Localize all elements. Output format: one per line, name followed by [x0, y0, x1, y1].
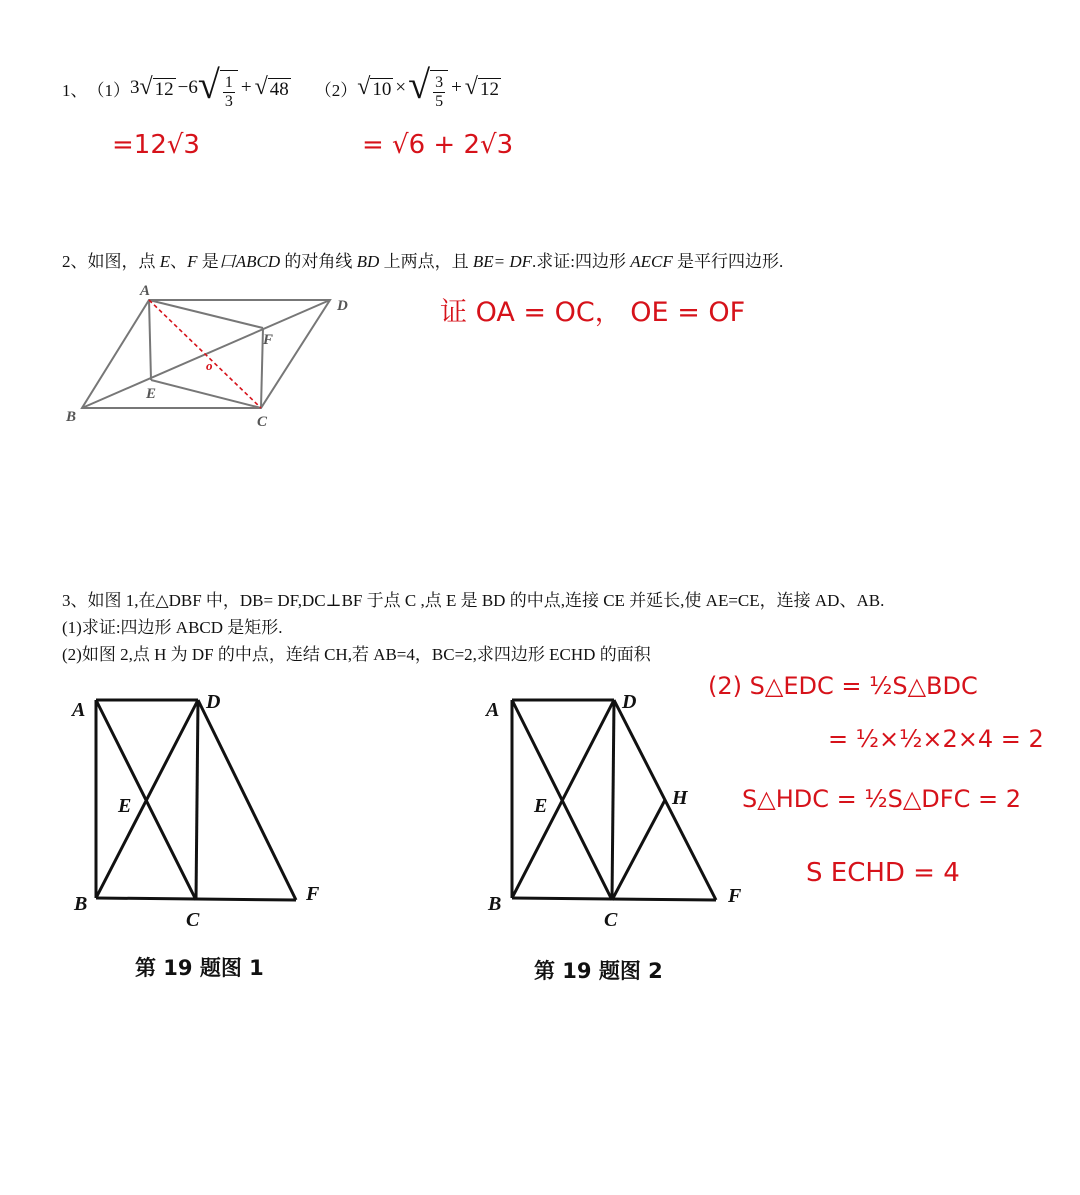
- label-c: C: [257, 414, 268, 430]
- fig2-caption: 第 19 题图 2: [534, 959, 663, 983]
- q1-coef: 3: [130, 77, 140, 98]
- sqrt-48: √ 48: [254, 74, 289, 100]
- q1-plus: +: [240, 77, 252, 98]
- fig2-label-h: H: [672, 787, 688, 809]
- label-a: A: [140, 283, 151, 299]
- q3-line-3: (2)如图 2,点 H 为 DF 的中点，连结 CH,若 AB=4，BC=2,求四边形 ECHD 的面积: [62, 645, 651, 664]
- segment-ae: [149, 300, 151, 380]
- segment-dc: [612, 700, 614, 900]
- q3-figure-1: [60, 680, 340, 930]
- sqrt-12: √ 12: [139, 74, 174, 100]
- fig1-caption: 第 19 题图 1: [135, 956, 264, 980]
- fig2-label-c: C: [604, 909, 618, 930]
- fig1-label-d: D: [206, 691, 221, 713]
- fig2-label-e: E: [534, 795, 548, 817]
- segment-ch: [612, 800, 665, 900]
- q3-hw-line-4: S ECHD = 4: [806, 858, 960, 888]
- sqrt-10: √ 10: [357, 74, 392, 100]
- sqrt-frac-1-3: √ $\frac{1}{3}$: [198, 65, 238, 111]
- q1-handwritten-answer-2: = √6 + 2√3: [362, 130, 514, 160]
- segment-df: [198, 700, 296, 900]
- fig1-label-b: B: [74, 893, 88, 915]
- fig1-label-f: F: [306, 883, 320, 905]
- sqrt-frac-3-5: √ $\frac{3}{5}$: [408, 65, 448, 111]
- q2-statement: 2、如图，点 E、F 是口ABCD 的对角线 BD 上两点，且 BE= DF.求证:四边形 AECF 是平行四边形.: [62, 252, 784, 271]
- q3-figure-2: [476, 680, 766, 930]
- fig2-label-a: A: [486, 699, 500, 721]
- q3-hw-line-3: S△HDC = ½S△DFC = 2: [742, 785, 1021, 813]
- fig1-label-e: E: [118, 795, 132, 817]
- label-o: o: [206, 358, 213, 373]
- segment-dc: [196, 700, 198, 900]
- q1-times: ×: [395, 77, 407, 98]
- segment-ec: [151, 380, 261, 408]
- q1-part2-label: （2）: [314, 80, 358, 100]
- q2-parallelogram-figure: [60, 280, 370, 430]
- q1-expression: [62, 62, 501, 114]
- label-f: F: [263, 332, 274, 348]
- diagonal-ac-dashed: [149, 300, 261, 408]
- q3-hw-line-1: (2) S△EDC = ½S△BDC: [708, 672, 978, 700]
- fig2-label-d: D: [622, 691, 637, 713]
- label-e: E: [146, 386, 157, 402]
- q1-part1-label: （1）: [87, 80, 130, 100]
- fig2-label-f: F: [728, 885, 742, 907]
- q1-number: 1、: [62, 80, 88, 100]
- fig1-label-c: C: [186, 909, 200, 930]
- label-d: D: [337, 298, 348, 314]
- fig1-label-a: A: [72, 699, 86, 721]
- q1-handwritten-answer-1: =12√3: [112, 130, 200, 160]
- q3-line-1: 3、如图 1,在△DBF 中，DB= DF,DC⊥BF 于点 C ,点 E 是 BD 的中点,连接 CE 并延长,使 AE=CE，连接 AD、AB.: [62, 591, 885, 610]
- label-b: B: [66, 409, 77, 425]
- q1-plus-2: +: [451, 77, 462, 98]
- q3-hw-line-2: = ½×½×2×4 = 2: [828, 725, 1044, 753]
- sqrt-12-b: √ 12: [464, 74, 499, 100]
- fig2-label-b: B: [488, 893, 502, 915]
- segment-af: [149, 300, 263, 328]
- q3-line-2: (1)求证:四边形 ABCD 是矩形.: [62, 618, 283, 637]
- q2-handwritten-proof: 证 OA = OC， OE = OF: [440, 297, 746, 328]
- q1-minus-6: −6: [177, 77, 198, 98]
